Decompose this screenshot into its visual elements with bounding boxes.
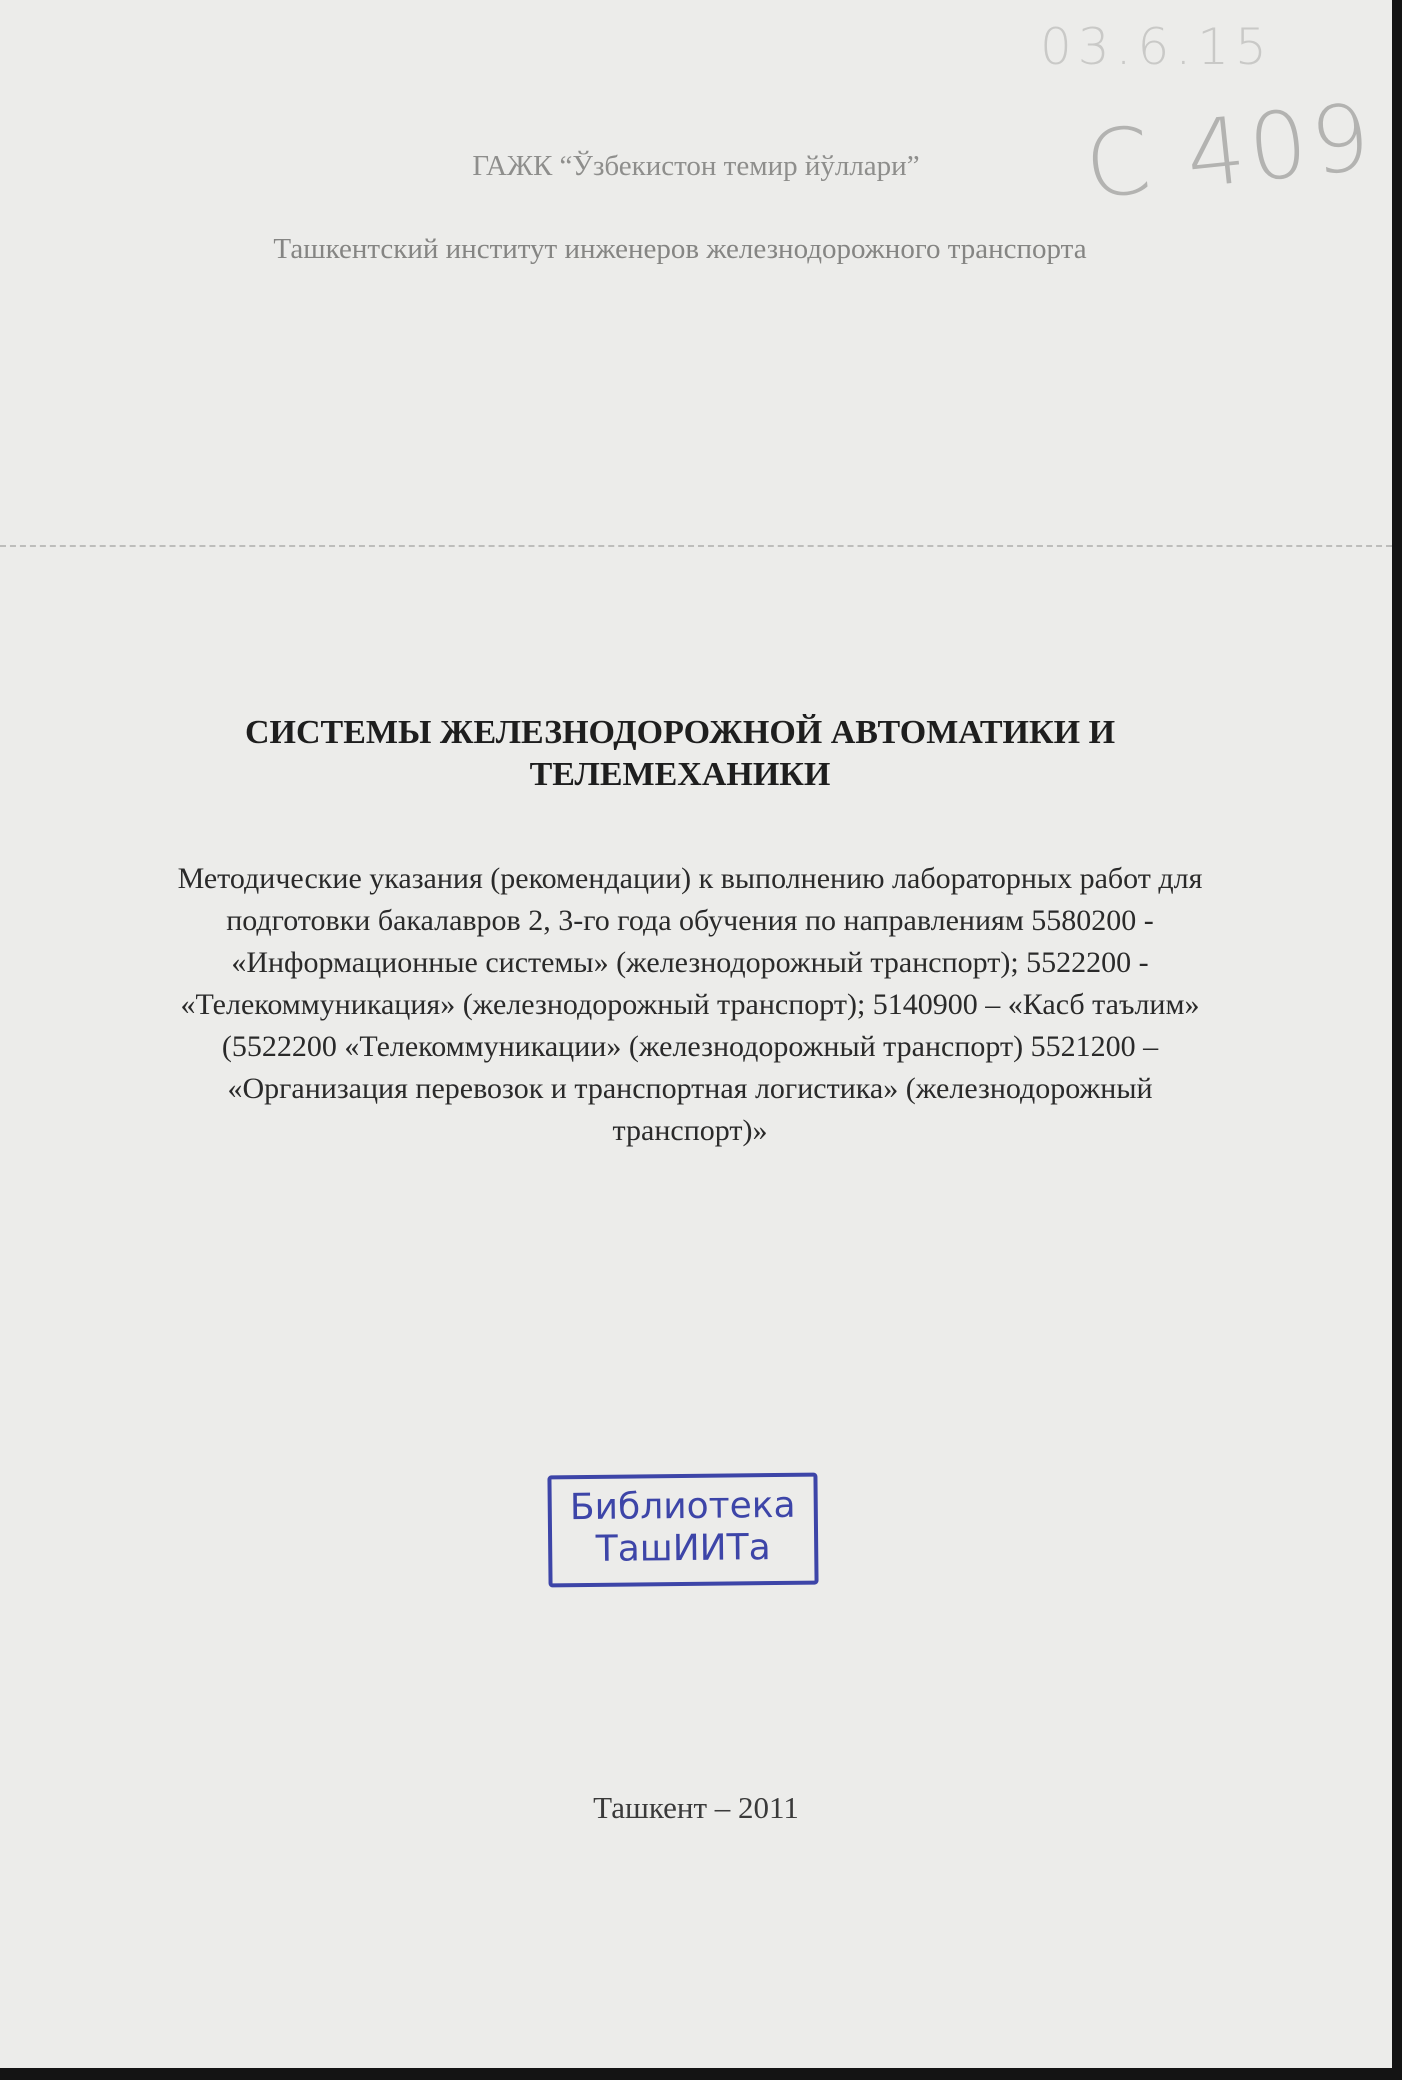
stamp-line-institute: ТашИИТа xyxy=(595,1527,771,1570)
scan-edge-right xyxy=(1392,0,1402,2080)
handwritten-date: 03.6.15 xyxy=(1040,18,1273,76)
handwritten-catalog-code: С 409 xyxy=(1080,83,1379,220)
organization-name: ГАЖК “Ўзбекистон темир йўллари” xyxy=(472,150,920,182)
stamp-line-library: Библиотека xyxy=(569,1484,796,1529)
document-title: СИСТЕМЫ ЖЕЛЕЗНОДОРОЖНОЙ АВТОМАТИКИ И ТЕЛЕМЕХАНИКИ xyxy=(244,714,1116,793)
document-subtitle: Методические указания (рекомендации) к выполнению лабораторных работ для подготовки бакалавров 2, 3-го года обучения по направлениям 5580200 - «Информационные системы» (железнодорожный транспорт); 5522200 - «Телекоммуникация» (железнодорожный транспорт); 5140900 – «Касб таълим» (5522200 «Телекоммуникации» (железнодорожный транспорт) 5521200 – «Организация перевозок и транспортная логистика» (железнодорожный транспорт)» xyxy=(177,862,1203,1147)
institute-name: Ташкентский институт инженеров железнодорожного транспорта xyxy=(273,233,1087,265)
fold-divider xyxy=(0,545,1392,547)
city-year: Ташкент – 2011 xyxy=(593,1790,799,1825)
library-stamp xyxy=(547,1473,818,1588)
scan-edge-bottom xyxy=(0,2068,1402,2080)
